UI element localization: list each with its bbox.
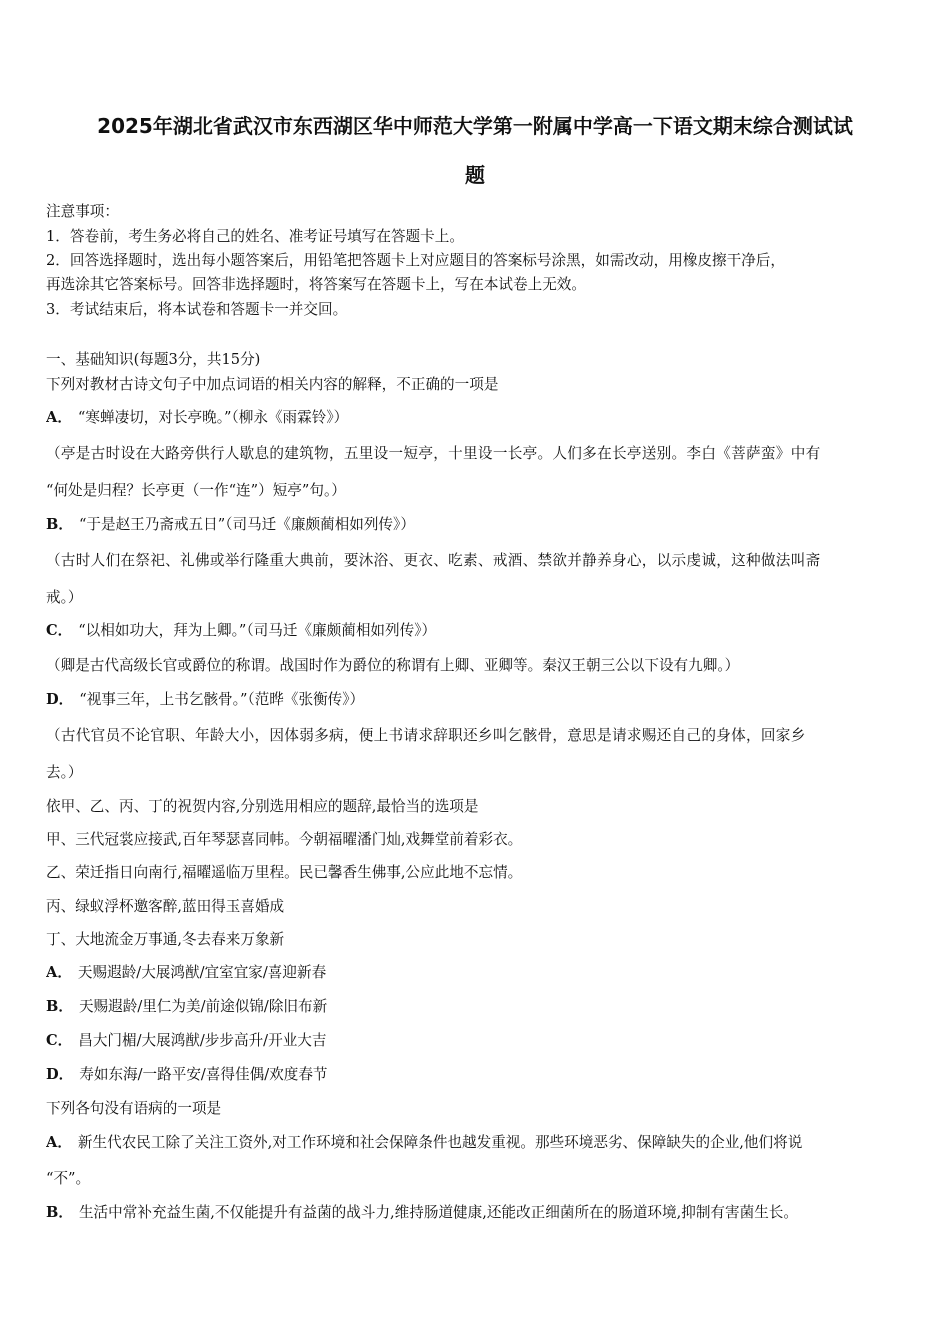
- option-a-label: A．: [46, 964, 72, 981]
- option-b-text: “于是赵王乃斋戒五日”（司马迁《廉颇蔺相如列传》）: [78, 516, 415, 533]
- notice-item-2-cont: 再选涂其它答案标号。回答非选择题时，将答案写在答题卡上，写在本试卷上无效。: [46, 276, 586, 293]
- question-2-stem: 依甲、乙、丙、丁的祝贺内容,分别选用相应的题辞,最恰当的选项是: [46, 798, 479, 815]
- option-b-text: 生活中常补充益生菌,不仅能提升有益菌的战斗力,维持肠道健康,还能改正细菌所在的肠道环境,抑制有害菌生长。: [78, 1204, 798, 1221]
- option-a-explanation: （亭是古时设在大路旁供行人歇息的建筑物，五里设一短亭，十里设一长亭。人们多在长亭送别。李白《菩萨蛮》中有: [46, 445, 821, 462]
- question-1-option-d: [46, 689, 906, 711]
- question-1-option-a: [46, 407, 906, 429]
- question-3-stem: 下列各句没有语病的一项是: [46, 1100, 222, 1117]
- notice-item-3: 3．考试结束后，将本试卷和答题卡一并交回。: [46, 301, 348, 318]
- notice-heading: 注意事项：: [46, 203, 119, 220]
- option-a-explanation-cont: “何处是归程？长亭更（一作“连”）短亭”句。）: [46, 482, 346, 499]
- option-b-explanation-cont: 戒。）: [46, 589, 83, 606]
- option-c-text: 昌大门楣/大展鸿猷/步步高升/开业大吉: [78, 1032, 327, 1049]
- question-2-jia: 甲、三代冠裳应接武,百年琴瑟喜同帏。今朝福曜潘门灿,戏舞堂前着彩衣。: [46, 831, 523, 848]
- option-b-label: B．: [46, 516, 73, 533]
- option-c-label: C．: [46, 1032, 73, 1049]
- option-d-label: D．: [46, 1066, 74, 1083]
- option-a-text: “寒蝉凄切，对长亭晚。”（柳永《雨霖铃》）: [77, 409, 349, 426]
- option-a-text: 天赐遐龄/大展鸿猷/宜室宜家/喜迎新春: [77, 964, 327, 981]
- option-a-label: A．: [46, 409, 72, 426]
- option-c-label: C．: [46, 622, 73, 639]
- option-b-text: 天赐遐龄/里仁为美/前途似锦/除旧布新: [78, 998, 328, 1015]
- question-2-option-b: [46, 996, 906, 1018]
- option-b-label: B．: [46, 998, 73, 1015]
- exam-title-line2: 题: [465, 163, 485, 187]
- option-a-text-cont: “不”。: [46, 1170, 91, 1187]
- question-3-option-a: [46, 1132, 906, 1154]
- option-d-explanation-cont: 去。）: [46, 764, 83, 781]
- question-1-stem: 下列对教材古诗文句子中加点词语的相关内容的解释，不正确的一项是: [46, 376, 499, 393]
- option-b-label: B．: [46, 1204, 73, 1221]
- option-b-explanation: （古时人们在祭祀、礼佛或举行隆重大典前，要沐浴、更衣、吃素、戒酒、禁欲并静养身心，以示虔诚，这种做法叫斋: [46, 552, 821, 569]
- question-3-option-b: [46, 1202, 906, 1224]
- section-heading: 一、基础知识(每题3分，共15分): [46, 351, 261, 368]
- option-c-explanation: （卿是古代高级长官或爵位的称谓。战国时作为爵位的称谓有上卿、亚卿等。秦汉王朝三公以下设有九卿。）: [46, 657, 740, 674]
- notice-item-2: 2．回答选择题时，选出每小题答案后，用铅笔把答题卡上对应题目的答案标号涂黑，如需改动，用橡皮擦干净后，: [46, 252, 785, 269]
- option-a-label: A．: [46, 1134, 72, 1151]
- question-2-option-d: [46, 1064, 906, 1086]
- notice-item-1: 1．答卷前，考生务必将自己的姓名、准考证号填写在答题卡上。: [46, 228, 464, 245]
- option-c-text: “以相如功大，拜为上卿。”（司马迁《廉颇蔺相如列传》）: [78, 622, 437, 639]
- question-2-ding: 丁、大地流金万事通,冬去春来万象新: [46, 931, 285, 948]
- question-2-option-a: [46, 962, 906, 984]
- option-d-text: “视事三年，上书乞骸骨。”（范晔《张衡传》）: [79, 691, 365, 708]
- option-d-explanation: （古代官员不论官职、年龄大小，因体弱多病，便上书请求辞职还乡叫乞骸骨，意思是请求赐还自己的身体，回家乡: [46, 727, 806, 744]
- question-2-bing: 丙、绿蚁浮杯邀客醉,蓝田得玉喜婚成: [46, 898, 285, 915]
- option-d-text: 寿如东海/一路平安/喜得佳偶/欢度春节: [79, 1066, 328, 1083]
- question-1-option-c: [46, 620, 906, 642]
- question-2-option-c: [46, 1030, 906, 1052]
- question-1-option-b: [46, 514, 906, 536]
- question-2-yi: 乙、荣迁指日向南行,福曜遥临万里程。民已馨香生佛事,公应此地不忘情。: [46, 864, 523, 881]
- exam-title-line1: 2025年湖北省武汉市东西湖区华中师范大学第一附属中学高一下语文期末综合测试试: [97, 114, 853, 138]
- option-d-label: D．: [46, 691, 74, 708]
- option-a-text: 新生代农民工除了关注工资外,对工作环境和社会保障条件也越发重视。那些环境恶劣、保障缺失的企业,他们将说: [77, 1134, 803, 1151]
